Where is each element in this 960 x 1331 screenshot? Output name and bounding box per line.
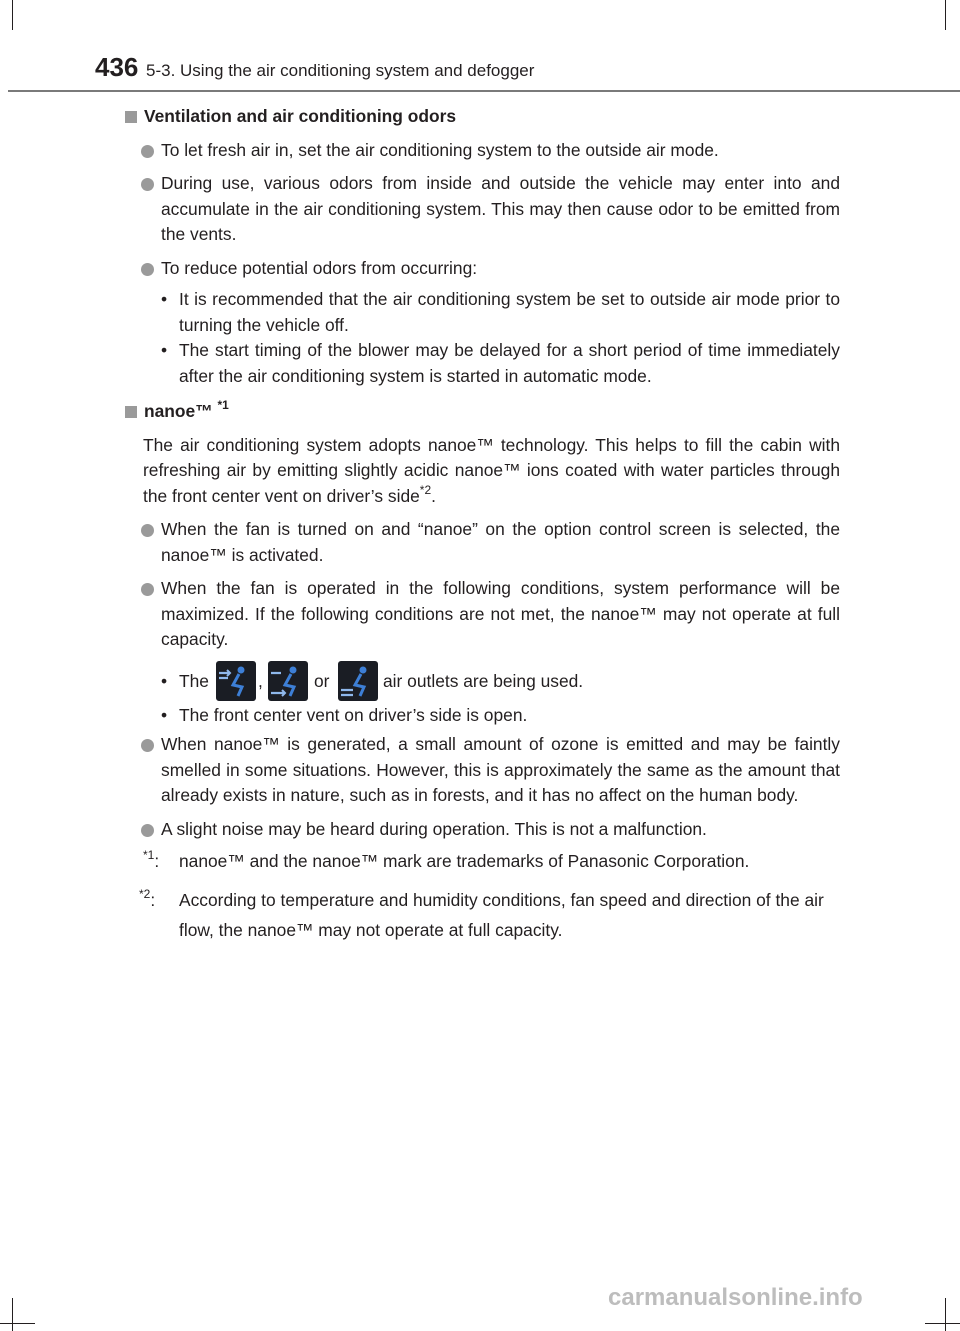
bullet-item: When the fan is operated in the following conditions, system performance will be maximized. If the following conditions are not met, the nanoe™ may not operate at full capacity.: [125, 576, 840, 653]
square-bullet-icon: [125, 111, 137, 123]
watermark: carmanualsonline.info: [608, 1284, 863, 1311]
bullet-item: During use, various odors from inside and outside the vehicle may enter into and accumulate in the air conditioning system. This may then cause odor to be emitted from the vents.: [125, 171, 840, 248]
heading-nanoe: nanoe™ $^{*1}$: [125, 399, 840, 425]
footnote: $^{*2}$: According to temperature and humidity conditions, fan speed and direction of the air flow, the nanoe™ may not operate at full capacity.: [139, 886, 824, 940]
crop-mark: [12, 0, 13, 30]
dot-marker: •: [161, 670, 168, 691]
crop-mark: [925, 1323, 960, 1324]
bullet-item: To reduce potential odors from occurring:: [125, 256, 840, 282]
circle-bullet-icon: [141, 524, 154, 537]
sub-bullet-item: • The , or air outlets are being used.: [125, 661, 840, 701]
page-content: [125, 104, 840, 951]
page-header: [95, 52, 960, 92]
section-title: 5-3. Using the air conditioning system and defogger: [146, 61, 535, 80]
nanoe-intro: The air conditioning system adopts nanoe™ technology. This helps to fill the cabin with refreshing air by emitting slightly acidic nanoe™ ions coated with water particles through the front center vent on driver’s side$^{*2}$.: [143, 434, 840, 506]
bullet-item: When the fan is turned on and “nanoe” on the option control screen is selected, the nanoe™ is activated.: [125, 517, 840, 568]
face-feet-vent-icon: [268, 661, 308, 701]
feet-vent-icon: [338, 661, 378, 701]
circle-bullet-icon: [141, 145, 154, 158]
sub-bullet-item: • The start timing of the blower may be delayed for a short period of time immediately after the air conditioning system is started in automatic mode.: [161, 340, 840, 386]
sub-bullet-item: • The front center vent on driver’s side is open.: [125, 703, 840, 729]
header-divider: [8, 90, 960, 92]
footnote: $^{*1}$: nanoe™ and the nanoe™ mark are trademarks of Panasonic Corporation.: [143, 848, 750, 871]
crop-mark: [12, 1298, 13, 1331]
circle-bullet-icon: [141, 583, 154, 596]
bullet-item: A slight noise may be heard during operation. This is not a malfunction.: [125, 817, 840, 843]
circle-bullet-icon: [141, 824, 154, 837]
dot-marker: •: [161, 289, 168, 309]
circle-bullet-icon: [141, 739, 154, 752]
crop-mark: [945, 1298, 946, 1331]
footnote-ref: *1: [217, 398, 229, 412]
heading-ventilation: Ventilation and air conditioning odors: [125, 104, 840, 130]
circle-bullet-icon: [141, 263, 154, 276]
bullet-item: When nanoe™ is generated, a small amount of ozone is emitted and may be faintly smelled in some situations. However, this is approximately the same as the amount that already exists in nature, such as in forests, and it has no affect on the human body.: [125, 732, 840, 809]
footnote-mark: *1: [143, 848, 155, 862]
circle-bullet-icon: [141, 178, 154, 191]
footnote-mark: *2: [139, 886, 151, 901]
dot-marker: •: [161, 704, 168, 725]
crop-mark: [0, 1323, 35, 1324]
square-bullet-icon: [125, 406, 137, 418]
bullet-item: To let fresh air in, set the air conditioning system to the outside air mode.: [125, 138, 840, 164]
face-vent-icon: [216, 661, 256, 701]
dot-marker: •: [161, 340, 168, 360]
footnote-ref: *2: [419, 482, 432, 497]
crop-mark: [945, 0, 946, 30]
page-number: 436: [95, 52, 139, 82]
sub-bullet-item: • It is recommended that the air conditioning system be set to outside air mode prior to turning the vehicle off.: [161, 289, 840, 335]
